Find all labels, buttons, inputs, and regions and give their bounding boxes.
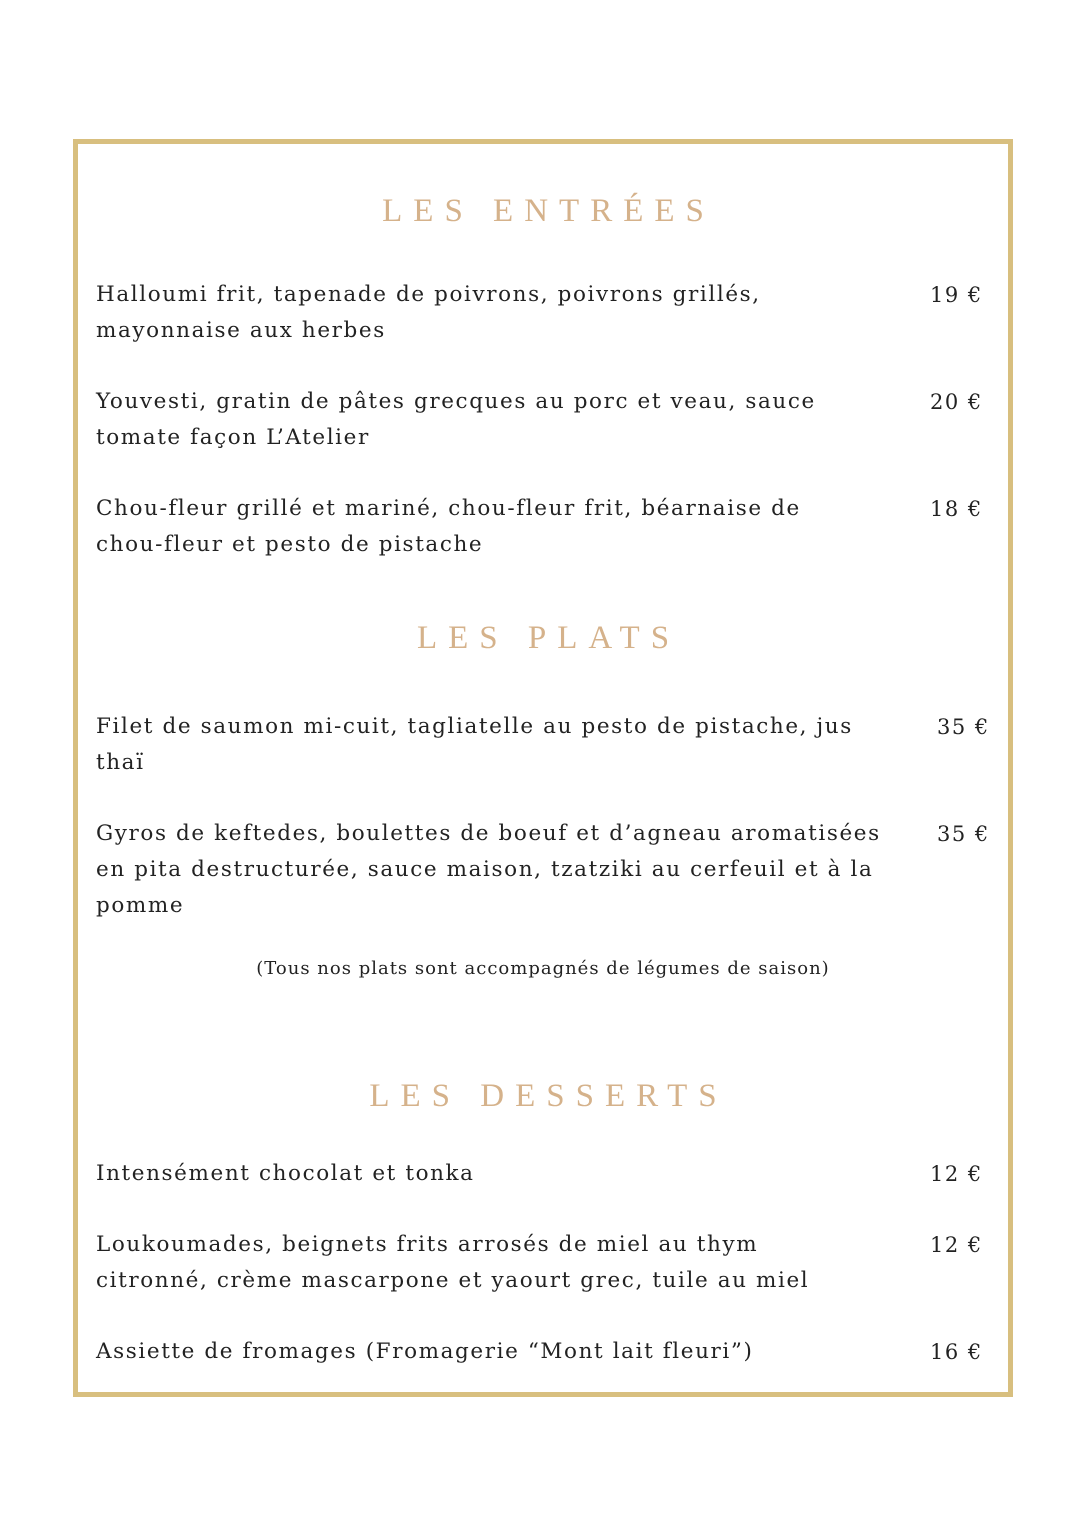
plats-side-note: (Tous nos plats sont accompagnés de légumes de saison) bbox=[256, 958, 830, 979]
section-title-plats: LES PLATS bbox=[416, 620, 681, 656]
plat-item-gyros: Gyros de keftedes, boulettes de boeuf et d’agneau aromatisées en pita destructurée, sauce maison, tzatziki au cerfeuil et à la pomme bbox=[96, 821, 881, 918]
entree-price-youvesti: 20 € bbox=[930, 390, 983, 414]
dessert-price-loukoumades: 12 € bbox=[930, 1233, 983, 1257]
dessert-item-chocolat: Intensément chocolat et tonka bbox=[96, 1161, 475, 1186]
dessert-price-chocolat: 12 € bbox=[930, 1162, 983, 1186]
section-title-desserts: LES DESSERTS bbox=[369, 1078, 728, 1114]
entree-item-halloumi: Halloumi frit, tapenade de poivrons, poivrons grillés, mayonnaise aux herbes bbox=[96, 282, 761, 343]
entree-price-halloumi: 19 € bbox=[930, 283, 983, 307]
entree-price-chou-fleur: 18 € bbox=[930, 497, 983, 521]
section-title-entrees: LES ENTRÉES bbox=[382, 193, 715, 229]
dessert-item-fromages: Assiette de fromages (Fromagerie “Mont lait fleuri”) bbox=[96, 1339, 754, 1364]
dessert-item-loukoumades: Loukoumades, beignets frits arrosés de miel au thym citronné, crème mascarpone et yaourt grec, tuile au miel bbox=[96, 1232, 810, 1293]
plat-item-saumon: Filet de saumon mi-cuit, tagliatelle au pesto de pistache, jus thaï bbox=[96, 714, 853, 775]
entree-item-youvesti: Youvesti, gratin de pâtes grecques au porc et veau, sauce tomate façon L’Atelier bbox=[96, 389, 816, 450]
dessert-price-fromages: 16 € bbox=[930, 1340, 983, 1364]
entree-item-chou-fleur: Chou-fleur grillé et mariné, chou-fleur frit, béarnaise de chou-fleur et pesto de pistache bbox=[96, 496, 801, 557]
plat-price-gyros: 35 € bbox=[937, 822, 990, 846]
plat-price-saumon: 35 € bbox=[937, 715, 990, 739]
